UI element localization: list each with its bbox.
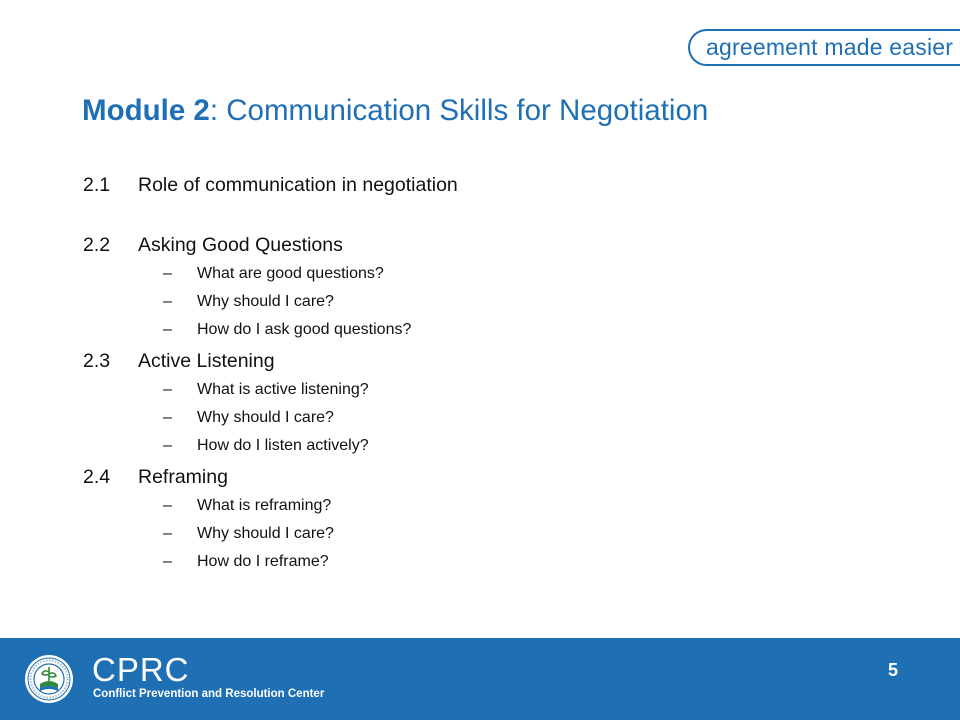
- outline-label: Asking Good Questions: [138, 234, 343, 256]
- sub-item-label: How do I ask good questions?: [197, 321, 412, 338]
- page-number: 5: [888, 660, 899, 680]
- dash-bullet: –: [163, 497, 172, 514]
- sub-item-label: How do I listen actively?: [197, 437, 369, 454]
- dash-bullet: –: [163, 437, 172, 454]
- sub-item: [163, 265, 384, 283]
- sub-item: [163, 525, 334, 543]
- outline-number: 2.4: [83, 466, 111, 488]
- sub-item: [163, 553, 329, 571]
- sub-item-label: What is reframing?: [197, 497, 332, 514]
- outline-item-2-1: [83, 174, 458, 197]
- outline-item-2-2: [83, 234, 343, 257]
- outline-item-2-3: [83, 350, 275, 373]
- sub-item: [163, 497, 331, 515]
- outline-number: 2.3: [83, 350, 111, 372]
- sub-item: [163, 381, 369, 399]
- sub-item-label: What are good questions?: [197, 265, 384, 282]
- dash-bullet: –: [163, 265, 172, 282]
- outline-item-2-4: [83, 466, 228, 489]
- sub-item-label: Why should I care?: [197, 409, 334, 426]
- org-name: Conflict Prevention and Resolution Center: [93, 688, 325, 700]
- sub-item-label: Why should I care?: [197, 293, 334, 310]
- dash-bullet: –: [163, 381, 172, 398]
- sub-item: [163, 409, 334, 427]
- outline-number: 2.2: [83, 234, 111, 256]
- sub-item-label: What is active listening?: [197, 381, 369, 398]
- slide-title: [82, 94, 708, 128]
- epa-seal-icon: [24, 654, 74, 704]
- cprc-logo-text: CPRC: [92, 651, 190, 688]
- outline-label: Role of communication in negotiation: [138, 174, 458, 196]
- tagline-pill: [688, 29, 960, 66]
- dash-bullet: –: [163, 409, 172, 426]
- dash-bullet: –: [163, 293, 172, 310]
- outline-label: Reframing: [138, 466, 228, 488]
- dash-bullet: –: [163, 525, 172, 542]
- outline-number: 2.1: [83, 174, 111, 196]
- sub-item: [163, 293, 334, 311]
- sub-item: [163, 437, 369, 455]
- outline-label: Active Listening: [138, 350, 275, 372]
- title-module: Module 2: [82, 94, 210, 127]
- sub-item-label: How do I reframe?: [197, 553, 329, 570]
- sub-item-label: Why should I care?: [197, 525, 334, 542]
- sub-item: [163, 321, 411, 339]
- dash-bullet: –: [163, 321, 172, 338]
- title-rest: : Communication Skills for Negotiation: [209, 94, 709, 127]
- tagline-text: agreement made easier: [706, 34, 954, 60]
- dash-bullet: –: [163, 553, 172, 570]
